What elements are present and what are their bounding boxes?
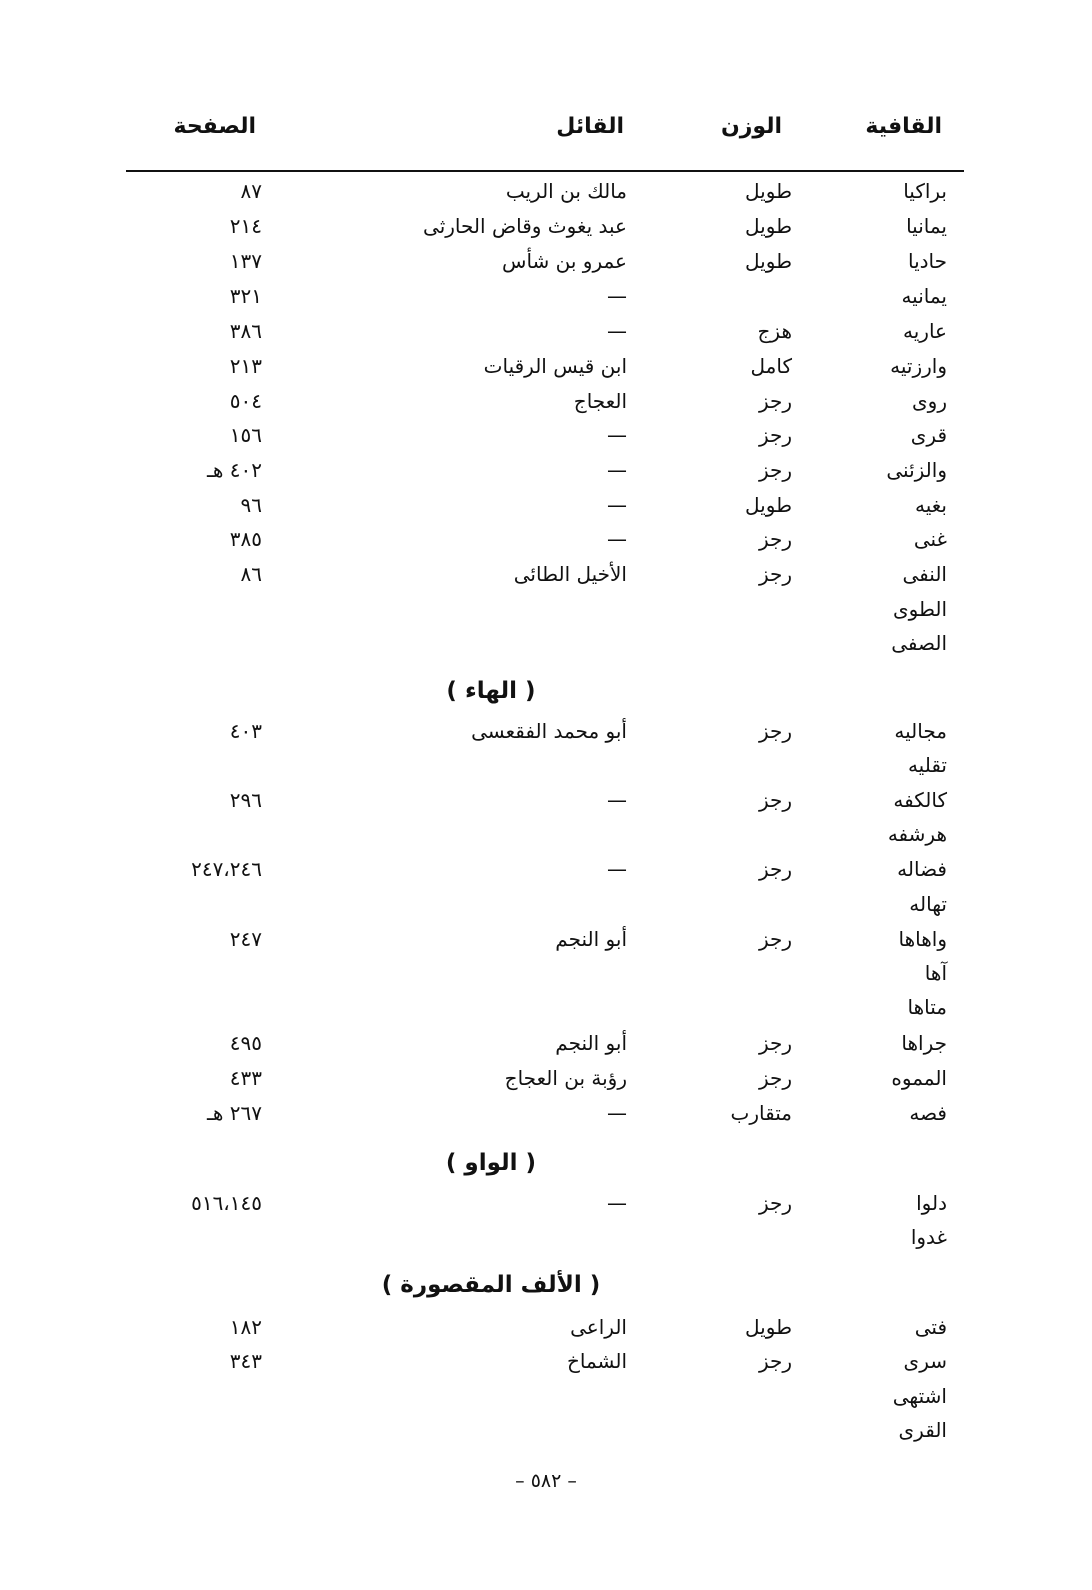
cell-wazn: طويل bbox=[745, 214, 792, 238]
cell-wazn: طويل bbox=[745, 493, 792, 517]
cell-wazn: رجز bbox=[758, 1066, 792, 1090]
table-row bbox=[0, 522, 1092, 556]
section-title: ( الواو ) bbox=[445, 1150, 537, 1176]
table-row bbox=[0, 852, 1092, 886]
cell-qafia: الطوى bbox=[892, 597, 947, 621]
table-row bbox=[0, 557, 1092, 591]
cell-qafia: سرى bbox=[903, 1349, 947, 1373]
table-row bbox=[0, 1344, 1092, 1378]
cell-wazn: رجز bbox=[758, 1349, 792, 1373]
cell-wazn: كامل bbox=[750, 354, 792, 378]
table-row bbox=[0, 922, 1092, 956]
table-row bbox=[0, 174, 1092, 208]
cell-qafia: هرشفه bbox=[887, 822, 947, 846]
cell-qafia: يمانيه bbox=[901, 284, 947, 308]
cell-qafia: دلوا bbox=[916, 1191, 947, 1215]
cell-wazn: رجز bbox=[758, 857, 792, 881]
cell-safha: ١٣٧ bbox=[229, 249, 262, 273]
section-heading bbox=[0, 1268, 1092, 1302]
cell-qafia: النفى bbox=[902, 562, 947, 586]
table-row bbox=[0, 1379, 1092, 1413]
table-row bbox=[0, 1413, 1092, 1447]
table-row bbox=[0, 244, 1092, 278]
cell-qail: العجاج bbox=[573, 389, 627, 413]
cell-wazn: رجز bbox=[758, 423, 792, 447]
cell-safha: ٢٤٧ bbox=[229, 927, 262, 951]
cell-qail: أبو النجم bbox=[555, 927, 627, 951]
cell-qail: أبو النجم bbox=[555, 1031, 627, 1055]
table-row bbox=[0, 592, 1092, 626]
cell-qail: الشماخ bbox=[566, 1349, 627, 1373]
cell-qail: — bbox=[607, 527, 627, 551]
table-row bbox=[0, 418, 1092, 452]
cell-qafia: يمانيا bbox=[906, 214, 947, 238]
cell-qail: مالك بن الريب bbox=[505, 179, 627, 203]
page-number: – ٥٨٢ – bbox=[515, 1470, 577, 1492]
cell-qafia: تقليه bbox=[907, 753, 947, 777]
cell-qafia: فضاله bbox=[897, 857, 947, 881]
table-row bbox=[0, 384, 1092, 418]
table-row bbox=[0, 314, 1092, 348]
cell-wazn: رجز bbox=[758, 562, 792, 586]
cell-qail: الأخيل الطائى bbox=[513, 562, 627, 586]
cell-qafia: قرى bbox=[910, 423, 947, 447]
cell-qafia: اشتهى bbox=[892, 1384, 947, 1408]
cell-wazn: رجز bbox=[758, 389, 792, 413]
header-safha: الصفحة bbox=[173, 114, 256, 139]
table-row bbox=[0, 748, 1092, 782]
cell-qail: — bbox=[607, 788, 627, 812]
cell-wazn: رجز bbox=[758, 458, 792, 482]
cell-safha: ٣٨٥ bbox=[229, 527, 262, 551]
cell-qail: — bbox=[607, 423, 627, 447]
table-row bbox=[0, 488, 1092, 522]
cell-qafia: الصفى bbox=[891, 631, 947, 655]
cell-wazn: هزج bbox=[757, 319, 792, 343]
cell-qafia: روى bbox=[912, 389, 947, 413]
cell-safha: ٢٩٦ bbox=[229, 788, 262, 812]
cell-qafia: بغيه bbox=[915, 493, 947, 517]
cell-qail: — bbox=[607, 857, 627, 881]
cell-qafia: مجاليه bbox=[894, 719, 947, 743]
table-row bbox=[0, 783, 1092, 817]
cell-safha: ٤٠٢ هـ bbox=[207, 458, 262, 482]
cell-qafia: القرى bbox=[898, 1418, 947, 1442]
cell-safha: ٩٦ bbox=[240, 493, 262, 517]
cell-safha: ٨٧ bbox=[240, 179, 262, 203]
cell-qail: — bbox=[607, 319, 627, 343]
cell-qafia: عاريه bbox=[903, 319, 947, 343]
cell-wazn: طويل bbox=[745, 249, 792, 273]
cell-wazn: رجز bbox=[758, 927, 792, 951]
section-heading bbox=[0, 674, 1092, 708]
table-row bbox=[0, 453, 1092, 487]
cell-wazn: رجز bbox=[758, 788, 792, 812]
cell-safha: ١٥٦ bbox=[229, 423, 262, 447]
cell-wazn: رجز bbox=[758, 1031, 792, 1055]
cell-qafia: كالكفه bbox=[893, 788, 947, 812]
cell-qail: — bbox=[607, 458, 627, 482]
cell-safha: ١٨٢ bbox=[229, 1315, 262, 1339]
cell-safha: ٢٦٧ هـ bbox=[207, 1101, 262, 1125]
cell-qail: عمرو بن شأس bbox=[502, 249, 627, 273]
section-title: ( الألف المقصورة ) bbox=[381, 1272, 601, 1298]
table-row bbox=[0, 1061, 1092, 1095]
cell-safha: ٢١٤ bbox=[229, 214, 262, 238]
cell-safha: ٣٤٣ bbox=[229, 1349, 262, 1373]
table-row bbox=[0, 349, 1092, 383]
cell-qafia: جراها bbox=[901, 1031, 947, 1055]
cell-qail: — bbox=[607, 1191, 627, 1215]
table-row bbox=[0, 990, 1092, 1024]
table-row bbox=[0, 626, 1092, 660]
cell-wazn: طويل bbox=[745, 1315, 792, 1339]
cell-qail: — bbox=[607, 493, 627, 517]
cell-qail: رؤبة بن العجاج bbox=[504, 1066, 627, 1090]
cell-wazn: رجز bbox=[758, 527, 792, 551]
table-row bbox=[0, 887, 1092, 921]
table-row bbox=[0, 1310, 1092, 1344]
cell-qail: — bbox=[607, 284, 627, 308]
cell-safha: ٤٣٣ bbox=[229, 1066, 262, 1090]
cell-qafia: وارزتيه bbox=[890, 354, 947, 378]
table-row bbox=[0, 1096, 1092, 1130]
cell-wazn: رجز bbox=[758, 1191, 792, 1215]
header-qail: القائل bbox=[556, 114, 624, 139]
cell-wazn: متقارب bbox=[730, 1101, 792, 1125]
header-qafia: القافية bbox=[865, 114, 942, 139]
cell-safha: ٣٢١ bbox=[229, 284, 262, 308]
cell-qafia: حاديا bbox=[907, 249, 947, 273]
table-row bbox=[0, 1026, 1092, 1060]
cell-safha: ٥٠٤ bbox=[229, 389, 262, 413]
cell-safha: ٤٩٥ bbox=[229, 1031, 262, 1055]
table-row bbox=[0, 1220, 1092, 1254]
cell-qafia: غنى bbox=[913, 527, 947, 551]
cell-safha: ٨٦ bbox=[240, 562, 262, 586]
table-row bbox=[0, 817, 1092, 851]
cell-safha: ٤٠٣ bbox=[229, 719, 262, 743]
cell-qail: — bbox=[607, 1101, 627, 1125]
cell-qafia: براكيا bbox=[903, 179, 947, 203]
table-row bbox=[0, 714, 1092, 748]
cell-qail: الراعى bbox=[570, 1315, 627, 1339]
cell-qail: عبد يغوث وقاض الحارثى bbox=[423, 214, 627, 238]
cell-safha: ٥١٦،١٤٥ bbox=[191, 1191, 262, 1215]
cell-wazn: رجز bbox=[758, 719, 792, 743]
cell-qail: ابن قيس الرقيات bbox=[483, 354, 627, 378]
cell-safha: ٢٤٧،٢٤٦ bbox=[191, 857, 262, 881]
cell-qafia: فصه bbox=[909, 1101, 947, 1125]
cell-wazn: طويل bbox=[745, 179, 792, 203]
table-row bbox=[0, 209, 1092, 243]
cell-qail: أبو محمد الفقعسى bbox=[471, 719, 627, 743]
cell-qafia: تهاله bbox=[909, 892, 947, 916]
cell-qafia: المموه bbox=[891, 1066, 947, 1090]
cell-safha: ٣٨٦ bbox=[229, 319, 262, 343]
cell-qafia: متاها bbox=[907, 995, 947, 1019]
cell-qafia: فتى bbox=[914, 1315, 947, 1339]
cell-qafia: والزئنى bbox=[886, 458, 947, 482]
cell-qafia: آها bbox=[924, 961, 947, 985]
table-row bbox=[0, 279, 1092, 313]
section-title: ( الهاء ) bbox=[446, 678, 536, 704]
cell-qafia: غدوا bbox=[910, 1225, 947, 1249]
cell-qafia: واهاها bbox=[898, 927, 947, 951]
table-row bbox=[0, 956, 1092, 990]
header-wazn: الوزن bbox=[720, 114, 782, 139]
section-heading bbox=[0, 1146, 1092, 1180]
table-row bbox=[0, 1186, 1092, 1220]
cell-safha: ٢١٣ bbox=[229, 354, 262, 378]
